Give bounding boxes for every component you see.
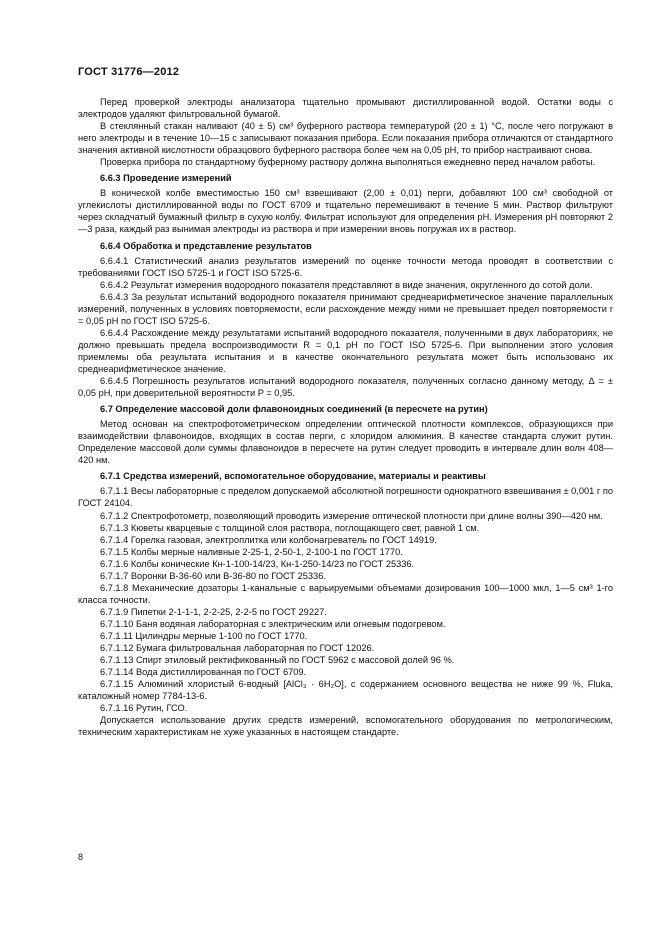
paragraph: Перед проверкой электроды анализатора тщательно промывают дистиллированной водой. Остатки воды с электродов удаляют фильтровальной бумагой. bbox=[78, 97, 613, 120]
paragraph: 6.7.1.5 Колбы мерные наливные 2-25-1, 2-50-1, 2-100-1 по ГОСТ 1770. bbox=[100, 546, 403, 557]
document-code: ГОСТ 31776—2012 bbox=[78, 66, 180, 78]
paragraph: 6.6.4.5 Погрешность результатов испытаний водородного показателя, полученных согласно данному методу, Δ = ± 0,05 pH, при доверительной вероятности P = 0,95. bbox=[78, 376, 613, 399]
paragraph: Допускается использование других средств измерений, вспомогательного оборудования по метрологическим, техническим характеристикам не хуже указанных в настоящем стандарте. bbox=[78, 715, 613, 738]
document-body bbox=[78, 96, 613, 738]
paragraph: 6.7.1.4 Горелка газовая, электроплитка или колбонагреватель по ГОСТ 14919. bbox=[100, 534, 437, 545]
paragraph: 6.7.1.1 Весы лабораторные с пределом допускаемой абсолютной погрешности однократного взвешивания ± 0,001 г по ГОСТ 24104. bbox=[78, 486, 613, 509]
paragraph: 6.7.1.12 Бумага фильтровальная лабораторная по ГОСТ 12026. bbox=[100, 643, 375, 654]
paragraph: 6.7.1.9 Пипетки 2-1-1-1, 2-2-25, 2-2-5 по ГОСТ 29227. bbox=[100, 606, 327, 617]
paragraph: В конической колбе вместимостью 150 см³ взвешивают (2,00 ± 0,01) перги, добавляют 100 см³ свободной от углекислоты дистиллированной воды по ГОСТ 6709 и тщательно перемешивают в течение 5 мин. Раствор фильтруют через складчатый бумажный фильтр в сухую колбу. Фильтрат используют для определения pH. Измерения pH повторяют 2—3 раза, каждый раз вынимая электроды из раствора и при измерении вновь погружая их в раствор. bbox=[78, 188, 613, 235]
paragraph: 6.7.1.14 Вода дистиллированная по ГОСТ 6709. bbox=[100, 667, 307, 678]
section-heading: 6.6.3 Проведение измерений bbox=[100, 173, 232, 184]
paragraph: 6.7.1.16 Рутин, ГСО. bbox=[100, 703, 188, 714]
page-number: 8 bbox=[78, 852, 84, 862]
section-heading: 6.7.1 Средства измерений, вспомогательное оборудование, материалы и реактивы bbox=[100, 471, 486, 482]
paragraph: 6.7.1.3 Кюветы кварцевые с толщиной слоя раствора, поглощающего свет, равной 1 см. bbox=[100, 522, 480, 533]
paragraph: 6.6.4.2 Результат измерения водородного показателя представляют в виде значения, округленного до сотой доли. bbox=[100, 279, 593, 290]
paragraph: 6.7.1.8 Механические дозаторы 1-канальные с варьируемыми объемами дозирования 100—1000 мкл, 1—5 см³ 1-го класса точности. bbox=[78, 582, 613, 605]
section-heading: 6.7 Определение массовой доли флавоноидных соединений (в пересчете на рутин) bbox=[100, 404, 488, 415]
paragraph: 6.7.1.6 Колбы конические Кн-1-100-14/23, Кн-1-250-14/23 по ГОСТ 25336. bbox=[100, 558, 415, 569]
paragraph: 6.7.1.10 Баня водяная лабораторная с электрическим или огневым подогревом. bbox=[100, 618, 446, 629]
paragraph: 6.7.1.7 Воронки В-36-60 или В-36-80 по ГОСТ 25336. bbox=[100, 570, 326, 581]
paragraph: 6.6.4.4 Расхождение между результатами испытаний водородного показателя, полученными в двух лабораториях, не должно превышать предела воспроизводимости R = 0,1 pH по ГОСТ ISO 5725-6. При выполнении этого условия приемлемы оба результата испытания и в качестве окончательного результата может быть использовано их среднеарифметическое значение. bbox=[78, 327, 613, 374]
paragraph: 6.7.1.11 Цилиндры мерные 1-100 по ГОСТ 1770. bbox=[100, 630, 308, 641]
paragraph: Проверка прибора по стандартному буферному раствору должна выполняться ежедневно перед началом работы. bbox=[100, 157, 596, 168]
paragraph: 6.7.1.13 Спирт этиловый ректификованный по ГОСТ 5962 с массовой долей 96 %. bbox=[100, 655, 455, 666]
paragraph: В стеклянный стакан наливают (40 ± 5) см³ буферного раствора температурой (20 ± 1) °С, после чего погружают в него электроды и в течение 10—15 с записывают показания прибора. Если показания прибора отличаются от стандартного значения активной кислотности образцового буферного раствора более чем на 0,05 pH, то прибор настраивают снова. bbox=[78, 121, 613, 156]
section-heading: 6.6.4 Обработка и представление результатов bbox=[100, 240, 312, 251]
paragraph: 6.6.4.1 Статистический анализ результатов измерений по оценке точности метода проводят в соответствии с требованиями ГОСТ ISO 5725-1 и ГОСТ ISO 5725-6. bbox=[78, 255, 613, 278]
paragraph: 6.7.1.15 Алюминий хлористый 6-водный [AlCl₃ · 6H₂O], с содержанием основного вещества не ниже 99 %, Fluka, каталожный номер 7784-13-6. bbox=[78, 679, 613, 702]
paragraph: 6.7.1.2 Спектрофотометр, позволяющий проводить измерение оптической плотности при длине волны 390—420 нм. bbox=[100, 510, 603, 521]
paragraph: 6.6.4.3 За результат испытаний водородного показателя принимают среднеарифметическое значение параллельных измерений, полученных в условиях повторяемости, если расхождение между ними не превышает предел повторяемости r = 0,05 pH по ГОСТ ISO 5725-6. bbox=[78, 291, 613, 326]
paragraph: Метод основан на спектрофотометрическом определении оптической плотности комплексов, образующихся при взаимодействии флавоноидов, входящих в состав перги, с хлоридом алюминия. В качестве стандарта служит рутин. Определение массовой доли суммы флавоноидов в пересчете на рутин следует проводить в интервале длин волн 408—420 нм. bbox=[78, 419, 613, 466]
